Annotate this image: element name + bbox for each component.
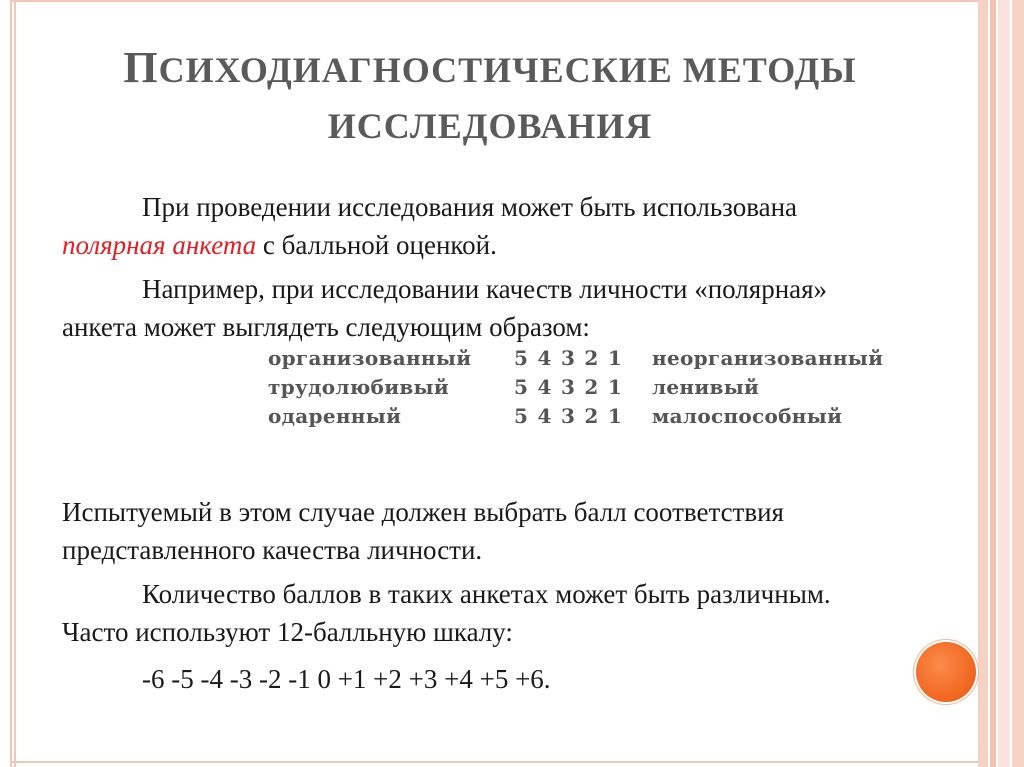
table-row [268, 346, 884, 375]
polar-questionnaire-table [268, 346, 884, 433]
slide-title [40, 40, 940, 154]
right-frame-stripe [998, 0, 1010, 767]
top-frame-border [10, 0, 978, 8]
paragraph-2 [62, 270, 882, 346]
p3-text: Испытуемый в этом случае должен выбрать балл соответствия представленного качества личности. [62, 497, 784, 565]
left-frame-border [10, 0, 16, 767]
highlight-term: полярная анкета [62, 230, 257, 260]
score-scale: 5 4 3 2 1 [514, 404, 623, 428]
trait-negative: неорганизованный [652, 346, 884, 370]
score-scale: 5 4 3 2 1 [514, 375, 623, 399]
table-row [268, 375, 868, 404]
scale-values: -6 -5 -4 -3 -2 -1 0 +1 +2 +3 +4 +5 +6. [142, 664, 551, 694]
right-frame-stripe [990, 0, 996, 767]
decorative-circle [916, 642, 976, 702]
trait-positive: одаренный [268, 404, 402, 428]
trait-positive: трудолюбивый [268, 375, 450, 399]
bottom-frame-border [10, 759, 978, 763]
p2-text: Например, при исследовании качеств личности «полярная» анкета может выглядеть следующим образом: [62, 274, 828, 342]
p1-text: При проведении исследования может быть использована [142, 192, 798, 222]
table-row [268, 404, 868, 433]
paragraph-4 [62, 575, 882, 651]
trait-positive: организованный [268, 346, 472, 370]
right-frame-stripe [978, 0, 988, 767]
title-line-1-rest: СИХОДИАГНОСТИЧЕСКИЕ МЕТОДЫ [158, 50, 857, 90]
title-line-2: ИССЛЕДОВАНИЯ [327, 106, 653, 146]
paragraph-1 [62, 188, 882, 264]
p1-text-end: с балльной оценкой. [262, 230, 497, 260]
trait-negative: ленивый [652, 375, 760, 399]
score-scale: 5 4 3 2 1 [514, 346, 623, 370]
paragraph-3 [62, 493, 882, 569]
trait-negative: малоспособный [652, 404, 843, 428]
p4-text: Количество баллов в таких анкетах может быть различным. Часто используют 12-балльную шкалу: [62, 579, 831, 647]
right-frame-stripe [1012, 0, 1024, 767]
title-line-1: ПСИХОДИАГНОСТИЧЕСКИЕ МЕТОДЫ [123, 43, 857, 92]
scale-line [62, 660, 882, 698]
